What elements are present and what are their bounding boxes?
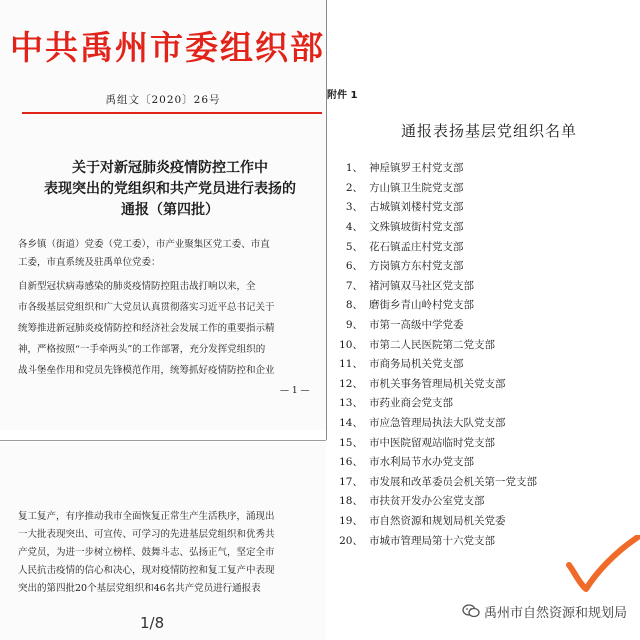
- recipients: [18, 236, 324, 272]
- list-item-number: 8、: [345, 299, 363, 312]
- page-number-mark: — 1 —: [280, 386, 310, 396]
- list-item: [337, 197, 537, 217]
- list-item-name: 市城市管理局第十六党支部: [369, 534, 495, 547]
- list-item-name: 市扶贫开发办公室党支部: [369, 495, 485, 508]
- list-item: [337, 472, 537, 492]
- body-line: 统筹推进新冠肺炎疫情防控和经济社会发展工作的重要指示精: [18, 323, 275, 334]
- list-item: [337, 491, 537, 511]
- list-item-name: 方岗镇方东村党支部: [369, 260, 464, 273]
- continuation-line: 人民抗击疫情的信心和决心，现对疫情防控和复工复产中表现: [18, 565, 275, 576]
- list-item: [337, 276, 537, 296]
- notice-title-line: 关于对新冠肺炎疫情防控工作中: [72, 160, 268, 176]
- list-item: [337, 217, 537, 237]
- list-item: [337, 295, 537, 315]
- list-item-number: 4、: [345, 221, 363, 234]
- wechat-icon: [462, 604, 480, 618]
- body-line: 神，严格按照“一手牵两头”的工作部署，充分发挥党组织的: [18, 344, 266, 355]
- continuation-line: 一大批表现突出、可宣传、可学习的先进基层党组织和优秀共: [18, 529, 275, 540]
- list-item-number: 1、: [345, 162, 363, 175]
- list-item-name: 古城镇刘楼村党支部: [369, 201, 464, 214]
- list-item: [337, 178, 537, 198]
- list-item-number: 16、: [339, 456, 363, 469]
- list-item: [337, 256, 537, 276]
- annex-title: 通报表扬基层党组织名单: [401, 122, 578, 140]
- list-item-name: 市第二人民医院第二党支部: [369, 338, 495, 351]
- list-item-number: 13、: [339, 397, 363, 410]
- list-item-name: 花石镇孟庄村党支部: [369, 240, 464, 253]
- recipients-line: 工委，市直系统及驻禹单位党委：: [18, 257, 161, 268]
- list-item-number: 15、: [339, 436, 363, 449]
- continuation-paragraph: [18, 508, 324, 598]
- list-item-name: 方山镇卫生院党支部: [369, 181, 464, 194]
- notice-title-line: 表现突出的党组织和共产党员进行表扬的: [44, 181, 296, 197]
- list-item-number: 2、: [345, 181, 363, 194]
- red-divider: [22, 112, 322, 114]
- document-number: 禹组文〔2020〕26号: [105, 94, 221, 106]
- body-line: 自新型冠状病毒感染的肺炎疫情防控阻击战打响以来，全: [18, 281, 256, 292]
- list-item-name: 市商务局机关党支部: [369, 358, 464, 371]
- list-item-number: 6、: [345, 260, 363, 273]
- continuation-line: 产党员，为进一步树立榜样、鼓舞斗志、弘扬正气，坚定全市: [18, 547, 275, 558]
- list-item: [337, 334, 537, 354]
- notice-title-line: 通报（第四批）: [121, 202, 219, 218]
- list-item: [337, 236, 537, 256]
- list-item: [337, 393, 537, 413]
- list-item-name: 褚河镇双马社区党支部: [369, 279, 474, 292]
- list-item-name: 磨街乡青山岭村党支部: [369, 299, 474, 312]
- list-item-number: 11、: [339, 358, 363, 371]
- page-border: [0, 440, 326, 441]
- continuation-line: 突出的第四批20个基层党组织和46名共产党员进行通报表: [18, 583, 261, 594]
- list-item-number: 18、: [339, 495, 363, 508]
- list-item: [337, 354, 537, 374]
- list-item: [337, 432, 537, 452]
- list-item: [337, 452, 537, 472]
- list-item-number: 9、: [345, 319, 363, 332]
- body-line: 市各级基层党组织和广大党员认真贯彻落实习近平总书记关于: [18, 302, 275, 313]
- continuation-line: 复工复产，有序推动我市全面恢复正常生产生活秩序，涌现出: [18, 511, 275, 522]
- list-item-name: 市自然资源和规划局机关党委: [369, 514, 506, 527]
- list-item-name: 市机关事务管理局机关党支部: [369, 377, 506, 390]
- list-item-name: 神垕镇罗王村党支部: [369, 162, 464, 175]
- list-item: [337, 374, 537, 394]
- list-item-number: 20、: [339, 534, 363, 547]
- watermark: [460, 600, 629, 622]
- list-item-number: 5、: [345, 240, 363, 253]
- list-item: [337, 530, 537, 550]
- list-item-number: 14、: [339, 417, 363, 430]
- list-item-number: 17、: [339, 475, 363, 488]
- check-mark-icon: [566, 535, 640, 595]
- list-item-name: 市发展和改革委员会机关第一党支部: [369, 475, 537, 488]
- list-item-name: 市应急管理局执法大队党支部: [369, 417, 506, 430]
- list-item: [337, 315, 537, 335]
- body-paragraph: [18, 276, 324, 381]
- masthead: 中共禹州市委组织部: [10, 28, 325, 67]
- list-item-number: 10、: [339, 338, 363, 351]
- list-item-name: 文殊镇坡街村党支部: [369, 221, 464, 234]
- list-item: [337, 511, 537, 531]
- organization-list: [337, 158, 537, 550]
- body-line: 战斗堡垒作用和党员先锋模范作用，统筹抓好疫情防控和企业: [18, 365, 275, 376]
- page-indicator: 1/8: [140, 614, 165, 632]
- list-item: [337, 413, 537, 433]
- list-item-number: 7、: [345, 279, 363, 292]
- list-item: [337, 158, 537, 178]
- list-item-name: 市水利局节水办党支部: [369, 456, 474, 469]
- list-item-name: 市药业商会党支部: [369, 397, 453, 410]
- list-item-number: 3、: [345, 201, 363, 214]
- notice-title: [20, 158, 320, 221]
- list-item-name: 市第一高级中学党委: [369, 319, 464, 332]
- list-item-number: 19、: [339, 514, 363, 527]
- recipients-line: 各乡镇（街道）党委（党工委），市产业聚集区党工委、市直: [18, 239, 270, 250]
- list-item-name: 市中医院留观站临时党支部: [369, 436, 495, 449]
- list-item-number: 12、: [339, 377, 363, 390]
- annex-label: 附件 1: [327, 90, 358, 101]
- watermark-text: 禹州市自然资源和规划局: [484, 605, 628, 621]
